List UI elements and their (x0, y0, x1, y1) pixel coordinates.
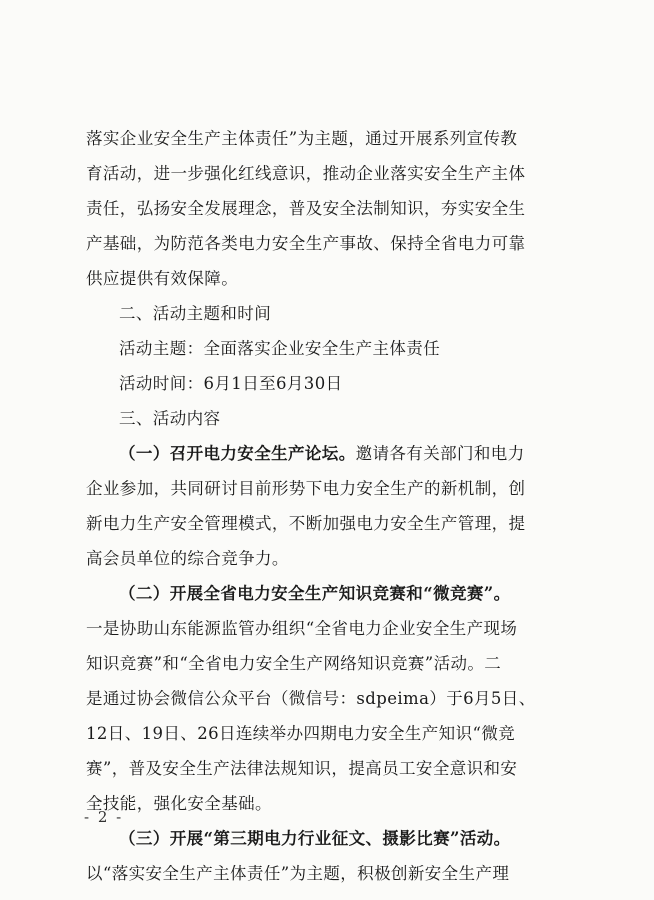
paragraph-line: 产基础，为防范各类电力安全生产事故、保持全省电力可靠 (86, 234, 526, 253)
paragraph-line: 知识竞赛”和“全省电力安全生产网络知识竞赛”活动。二 (86, 654, 502, 673)
paragraph-line: 落实企业安全生产主体责任”为主题，通过开展系列宣传教 (86, 129, 518, 148)
item-first-line (86, 436, 564, 471)
paragraph-line: 一是协助山东能源监管办组织“全省电力企业安全生产现场 (86, 619, 518, 638)
paragraph-line: 新电力生产安全管理模式，不断加强电力安全生产管理，提 (86, 514, 526, 533)
paragraph-line: 赛”，普及安全生产法律法规知识，提高员工安全意识和安 (86, 759, 518, 778)
paragraph-line: 12日、19日、26日连续举办四期电力安全生产知识“微竞 (86, 724, 516, 743)
paragraph-line: 高会员单位的综合竞争力。 (86, 549, 289, 568)
section-heading: 三、活动内容 (119, 409, 221, 428)
paragraph-line: 责任，弘扬安全发展理念，普及安全法制知识，夯实安全生 (86, 199, 526, 218)
activity-time: 活动时间：6月1日至6月30日 (119, 374, 343, 393)
item-lead: （一）召开电力安全生产论坛。 (119, 444, 356, 463)
paragraph-line: 育活动，进一步强化红线意识，推动企业落实安全生产主体 (86, 164, 526, 183)
body-text (86, 121, 564, 891)
paragraph-line: 以“落实安全生产主体责任”为主题，积极创新安全生产理 (86, 864, 510, 883)
paragraph-line: 全技能，强化安全基础。 (86, 794, 272, 813)
item-lead: （三）开展“第三期电力行业征文、摄影比赛”活动。 (119, 829, 511, 848)
page-number: - 2 - (84, 808, 124, 826)
item-lead: （二）开展全省电力安全生产知识竞赛和“微竞赛”。 (119, 584, 511, 603)
paragraph-line: 企业参加，共同研讨目前形势下电力安全生产的新机制，创 (86, 479, 526, 498)
paragraph-line: 是通过协会微信公众平台（微信号：sdpeima）于6月5日、 (86, 689, 536, 708)
section-heading: 二、活动主题和时间 (119, 304, 272, 323)
activity-theme: 活动主题：全面落实企业安全生产主体责任 (119, 339, 441, 358)
item-rest: 邀请各有关部门和电力 (355, 444, 525, 463)
paragraph-line: 供应提供有效保障。 (86, 269, 239, 288)
